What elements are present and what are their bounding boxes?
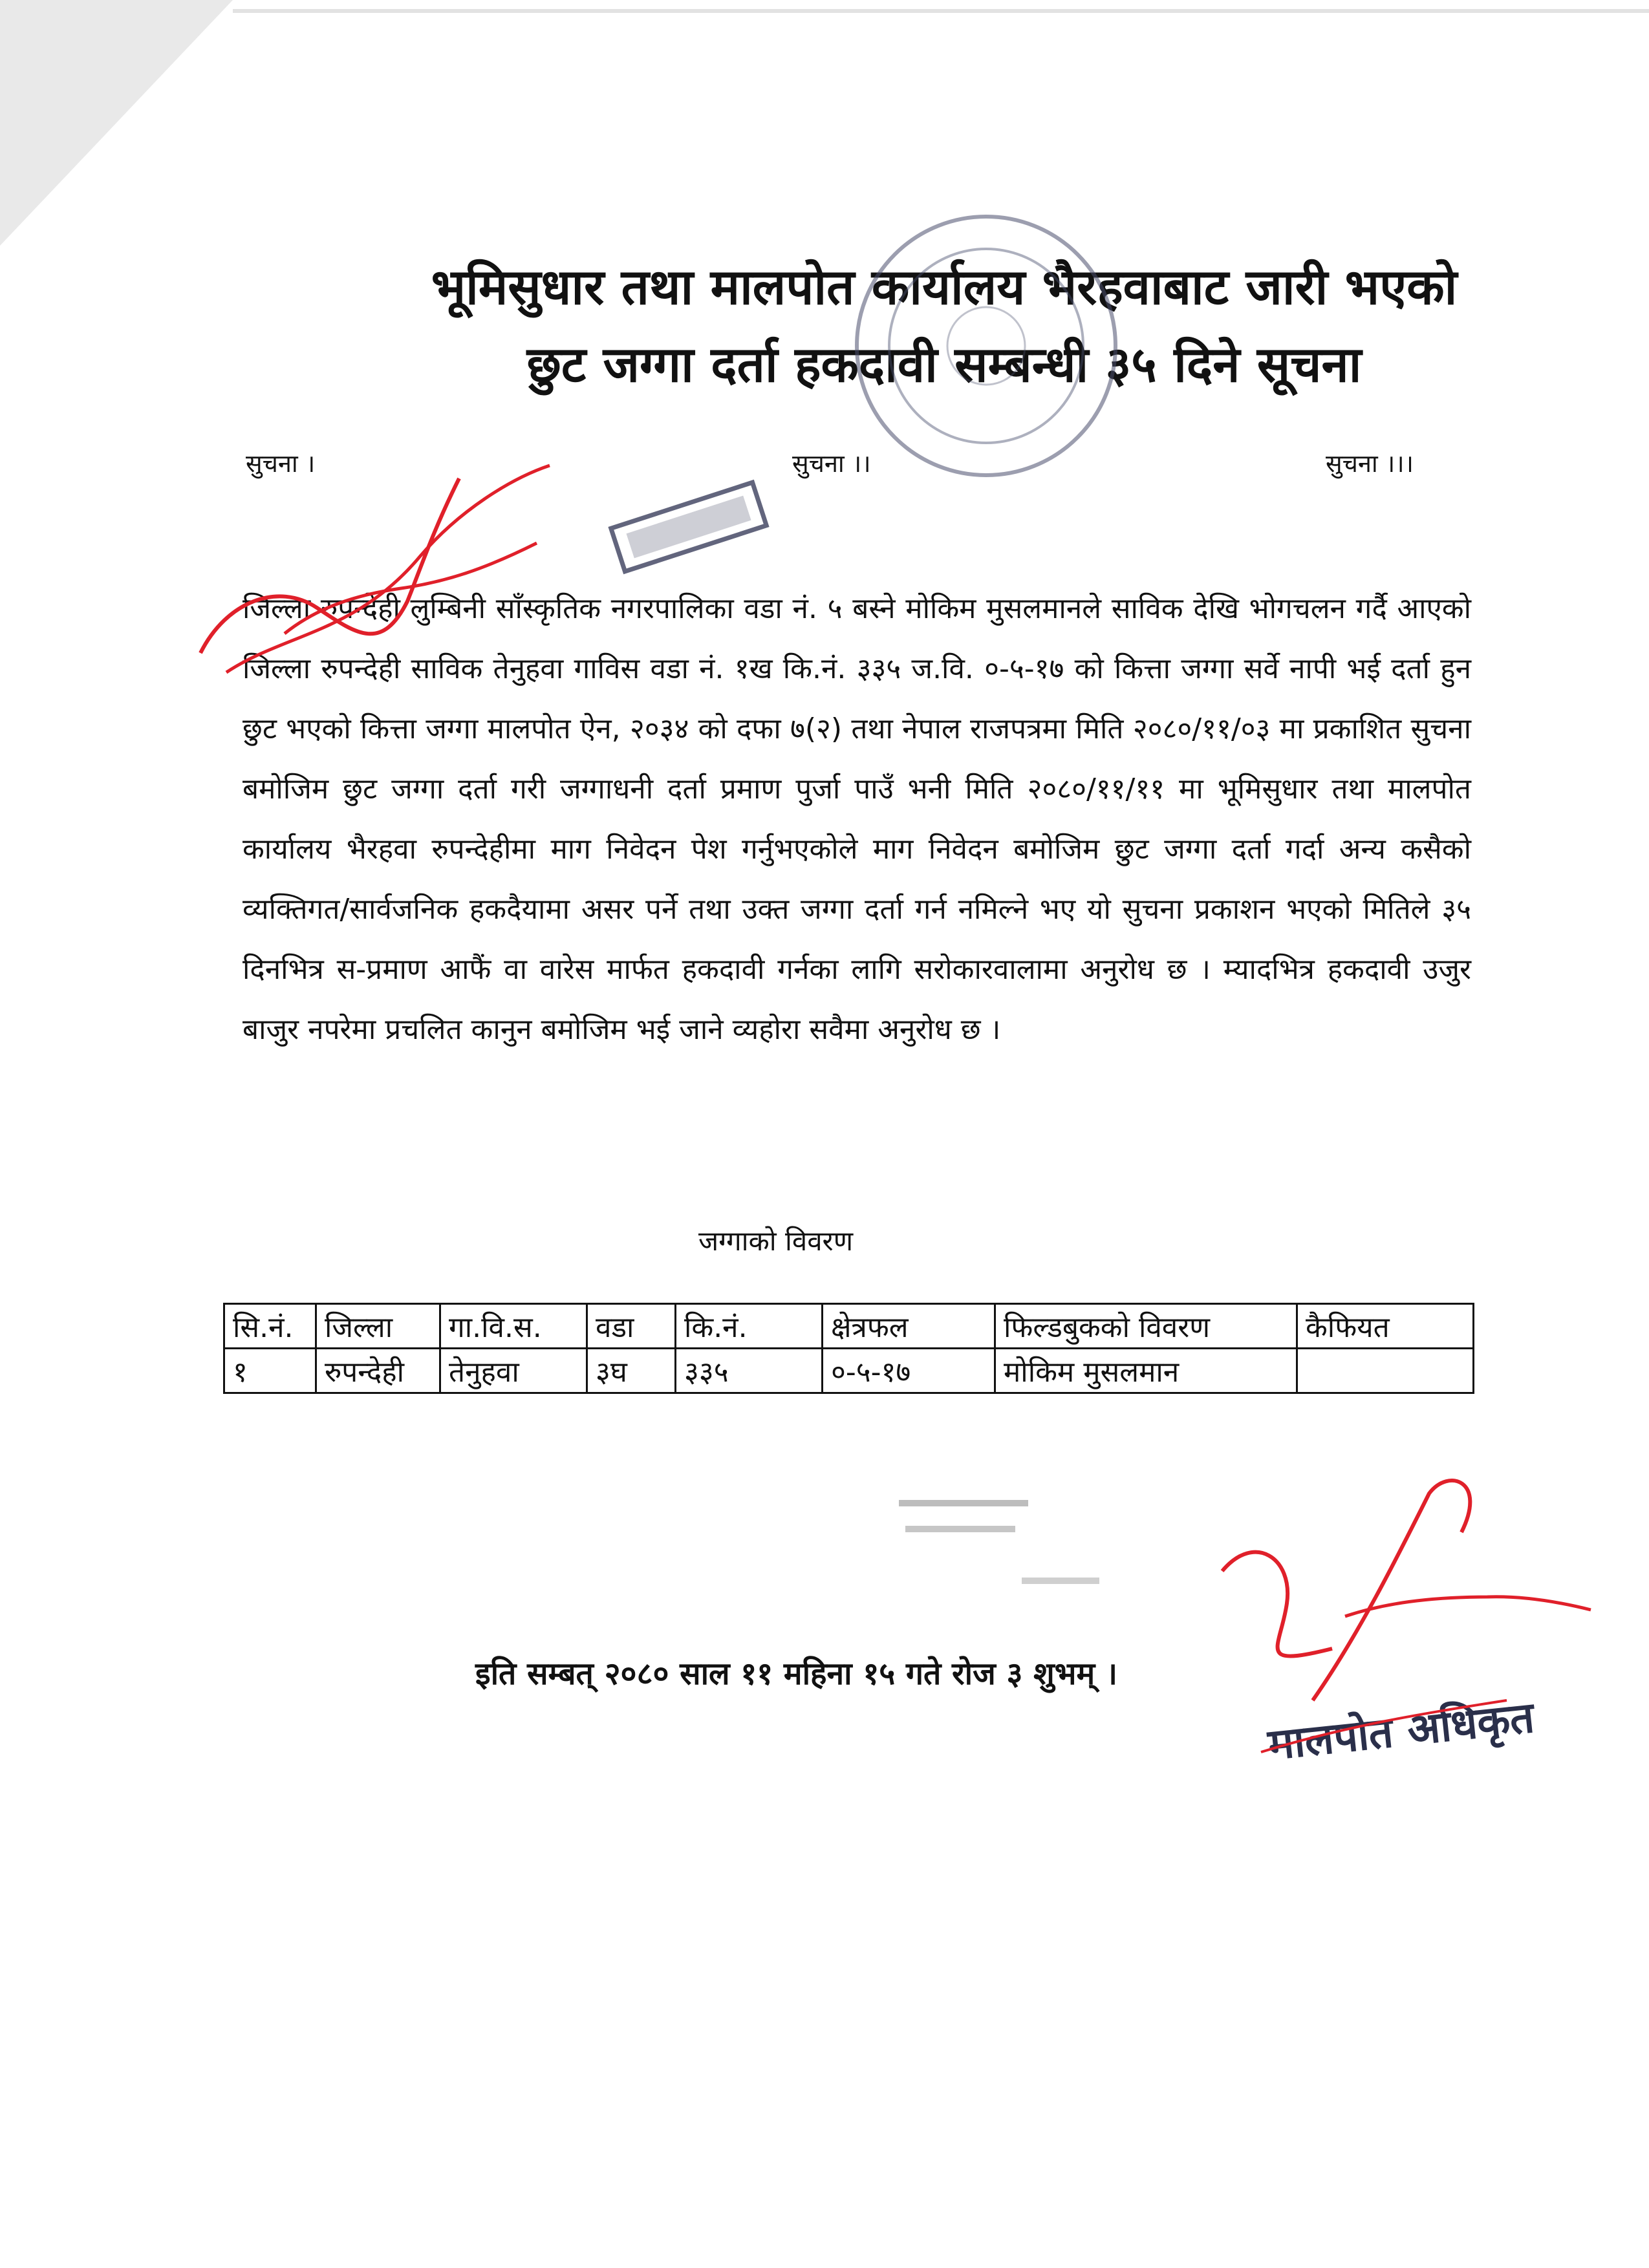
table-cell: रुपन्देही [316,1349,440,1393]
land-details-table [223,1303,1474,1394]
table-cell: ३३५ [676,1349,823,1393]
table-header-cell: कि.नं. [676,1304,823,1349]
table-cell: ०-५-१७ [823,1349,995,1393]
table-header-cell: सि.नं. [224,1304,316,1349]
officer-designation-stamp: मालपोत अधिकृत [1266,1692,1537,1770]
table-row [224,1349,1474,1393]
table-header-cell: क्षेत्रफल [823,1304,995,1349]
table-cell [1297,1349,1474,1393]
table-header-row [224,1304,1474,1349]
closing-date-line: इति सम्बत् २०८० साल ११ महिना १५ गते रोज ३ शुभम् । [475,1656,1118,1692]
land-table-caption: जग्गाको विवरण [698,1225,854,1257]
faint-stamp-remnant [892,1487,1164,1616]
table-cell: मोकिम मुसलमान [995,1349,1297,1393]
notice-mark-center: सुचना ।। [792,449,871,478]
red-signature-right [1216,1455,1604,1759]
notice-body-paragraph: जिल्ला रुपन्देही लुम्बिनी साँस्कृतिक नगरपालिका वडा नं. ५ बस्ने मोकिम मुसलमानले साविक देखि भोगचलन गर्दै आएको जिल्ला रुपन्देही साविक तेनुहवा गाविस वडा नं. १ख कि.नं. ३३५ ज.वि. ०-५-१७ को कित्ता जग्गा सर्वे नापी भई दर्ता हुन छुट भएको कित्ता जग्गा मालपोत ऐन, २०३४ को दफा ७(२) तथा नेपाल राजपत्रमा मिति २०८०/११/०३ मा प्रकाशित सुचना बमोजिम छुट जग्गा दर्ता गरी जग्गाधनी दर्ता प्रमाण पुर्जा पाउँ भनी मिति २०८०/११/११ मा भूमिसुधार तथा मालपोत कार्यालय भैरहवा रुपन्देहीमा माग निवेदन पेश गर्नुभएकोले माग निवेदन बमोजिम छुट जग्गा दर्ता गर्दा अन्य कसैको व्यक्तिगत/सार्वजनिक हकदैयामा असर पर्ने तथा उक्त जग्गा दर्ता गर्न नमिल्ने भए यो सुचना प्रकाशन भएको मितिले ३५ दिनभित्र स-प्रमाण आफैं वा वारेस मार्फत हकदावी गर्नका लागि सरोकारवालामा अनुरोध छ । म्यादभित्र हकदावी उजुर बाजुर नपरेमा प्रचलित कानुन बमोजिम भई जाने व्यहोरा सवैमा अनुरोध छ । [242,592,1471,1046]
table-cell: १ [224,1349,316,1393]
table-cell: तेनुहवा [440,1349,587,1393]
folded-corner [0,0,233,246]
scan-edge [233,9,1649,13]
table-header-cell: कैफियत [1297,1304,1474,1349]
table-cell: ३घ [587,1349,676,1393]
rectangular-stamp [601,478,776,575]
table-header-cell: वडा [587,1304,676,1349]
red-signature-left [188,440,588,711]
table-header-cell: फिल्डबुकको विवरण [995,1304,1297,1349]
notice-mark-right: सुचना ।।। [1326,449,1414,478]
notice-mark-left: सुचना । [246,449,316,478]
office-seal-stamp [834,194,1138,498]
table-header-cell: जिल्ला [316,1304,440,1349]
notice-title-line2: छुट जग्गा दर्ता हकदावी सम्बन्धी ३५ दिने सूचना [526,336,1362,393]
notice-title-line1: भूमिसुधार तथा मालपोत कार्यालय भैरहवाबाट जारी भएको [431,258,1458,316]
table-header-cell: गा.वि.स. [440,1304,587,1349]
